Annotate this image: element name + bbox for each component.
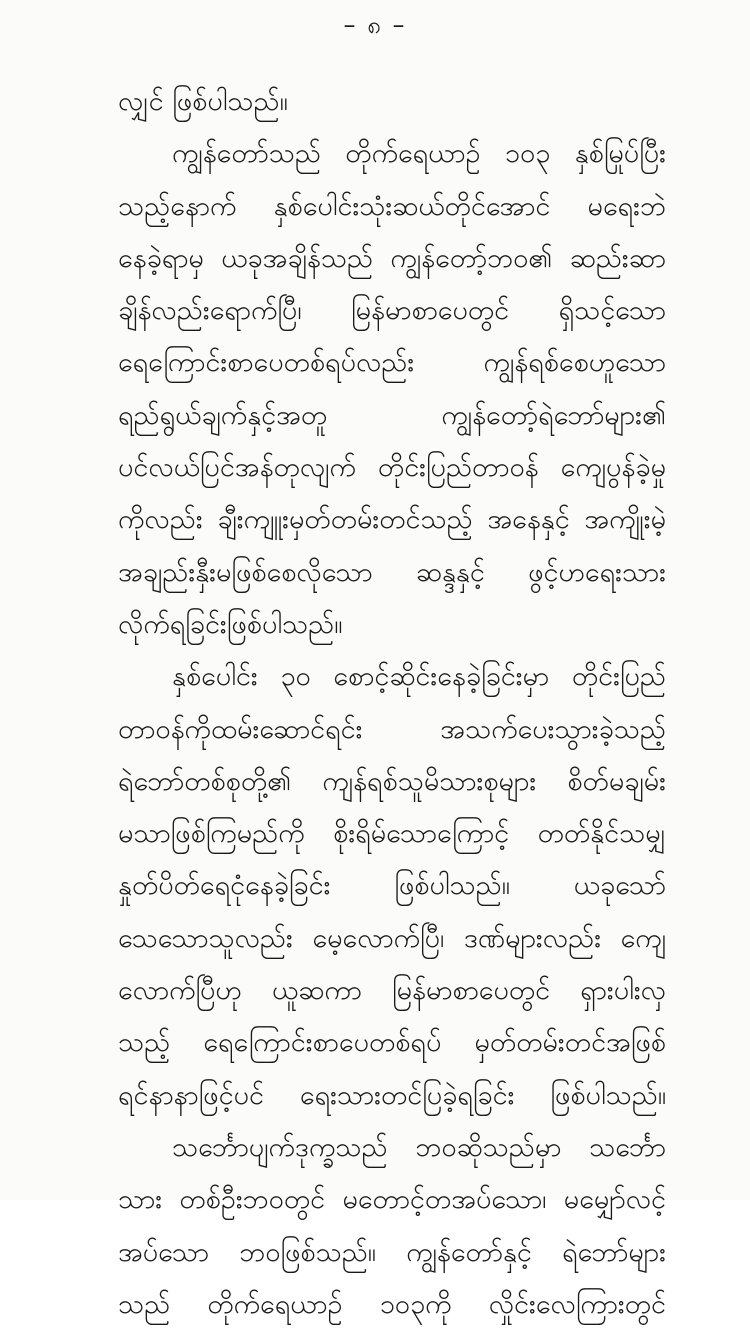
- text-line: ပင်လယ်ပြင်အန်တုလျက် တိုင်းပြည်တာ၀န် ကျေပွန်ခဲ့မှု: [118, 452, 666, 484]
- text-line: ရင်နာနာဖြင့်ပင် ရေးသားတင်ပြခဲ့ရခြင်း ဖြစ်ပါသည်။: [118, 1079, 666, 1111]
- text-line: သည့် ရေကြောင်းစာပေတစ်ရပ် မှတ်တမ်းတင်အဖြစ်: [118, 1027, 666, 1059]
- text-line: သေသောသူလည်း မေ့လောက်ပြီ၊ ဒဏ်များလည်း ကျေ: [118, 922, 666, 954]
- text-line: ရေကြောင်းစာပေတစ်ရပ်လည်း ကျွန်ရစ်စေဟူသော: [118, 347, 666, 379]
- text-line: အချည်းနှီးမဖြစ်စေလိုသော ဆန္ဒနှင့် ဖွင့်ဟရေးသား: [118, 556, 666, 588]
- text-line: ကိုလည်း ချီးကျူးမှတ်တမ်းတင်သည့် အနေနှင့် အကျိုးမဲ့: [118, 504, 666, 536]
- text-line: နေခဲ့ရာမှ ယခုအချိန်သည် ကျွန်တော့်ဘ၀၏ ဆည်းဆာ: [118, 242, 666, 274]
- text-line: အပ်သော ဘ၀ဖြစ်သည်။ ကျွန်တော်နှင့် ရဲဘော်များ: [118, 1236, 666, 1268]
- text-line: လိုက်ရခြင်းဖြစ်ပါသည်။: [118, 608, 343, 640]
- text-line: သား တစ်ဦးဘ၀တွင် မတောင့်တအပ်သော၊ မမျှော်လင့်: [118, 1184, 666, 1216]
- text-line: ရည်ရွယ်ချက်နှင့်အတူ ကျွန်တော့်ရဲဘော်များ၏: [118, 399, 666, 431]
- text-line: ကျွန်တော်သည် တိုက်ရေယာဉ် ၁၀၃ နှစ်မြုပ်ပြီး: [172, 138, 666, 170]
- page-number: – ၈ –: [343, 11, 407, 39]
- text-line: လျှင် ဖြစ်ပါသည်။: [118, 86, 288, 117]
- text-line: နှုတ်ပိတ်ရေငုံနေခဲ့ခြင်း ဖြစ်ပါသည်။ ယခုသော်: [118, 870, 666, 902]
- text-line: ချိန်လည်းရောက်ပြီ၊ မြန်မာစာပေတွင် ရှိသင့်သော: [118, 295, 666, 327]
- text-line: သည် တိုက်ရေယာဉ် ၁၀၃ကို လှိုင်းလေကြားတွင်: [118, 1288, 666, 1320]
- text-line: မသာဖြစ်ကြမည်ကို စိုးရိမ်သောကြောင့် တတ်နိုင်သမျှ: [118, 818, 666, 850]
- text-line: နှစ်ပေါင်း ၃၀ စောင့်ဆိုင်းနေခဲ့ခြင်းမှာ တိုင်းပြည်: [172, 661, 666, 693]
- text-line: သည့်နောက် နှစ်ပေါင်းသုံးဆယ်တိုင်အောင် မရေးဘဲ: [118, 190, 666, 222]
- text-line: တာ၀န်ကိုထမ်းဆောင်ရင်း အသက်ပေးသွားခဲ့သည့်: [118, 713, 666, 745]
- text-line: သင်္ဘောပျက်ဒုက္ခသည် ဘ၀ဆိုသည်မှာ သင်္ဘော: [172, 1131, 666, 1163]
- text-line: လောက်ပြီဟု ယူဆကာ မြန်မာစာပေတွင် ရှားပါးလှ: [118, 975, 666, 1007]
- text-line: ရဲဘော်တစ်စုတို့၏ ကျန်ရစ်သူမိသားစုများ စိတ်မချမ်း: [118, 765, 666, 797]
- body-text: [118, 76, 666, 1331]
